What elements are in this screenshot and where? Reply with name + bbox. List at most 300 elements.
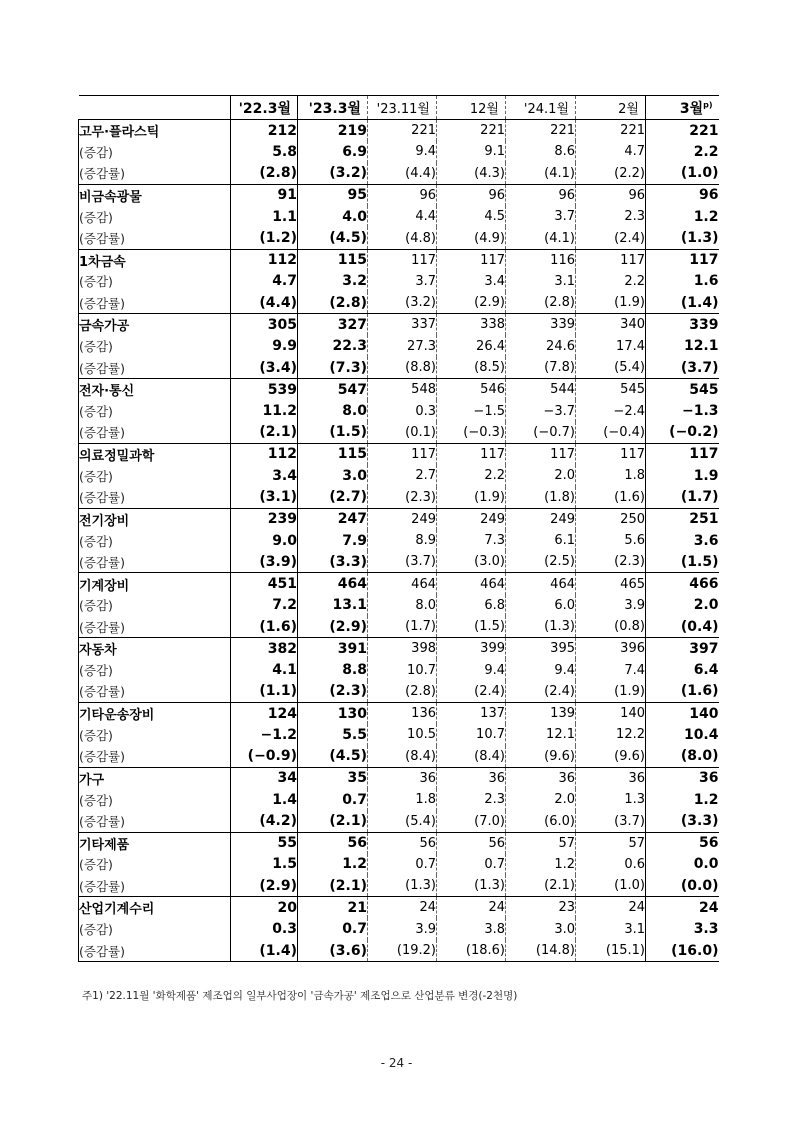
- value-cell: 221: [576, 120, 646, 142]
- value-cell: 2.2: [437, 465, 506, 487]
- value-cell: 11.2: [231, 400, 298, 422]
- value-cell: (−0.3): [437, 422, 506, 444]
- value-cell: (9.6): [576, 746, 646, 768]
- value-cell: 1.6: [646, 271, 719, 293]
- value-cell: 250: [576, 508, 646, 530]
- value-cell: 13.1: [298, 595, 368, 617]
- value-cell: 22.3: [298, 335, 368, 357]
- value-cell: 221: [646, 120, 719, 142]
- row-label: (증감률): [79, 616, 231, 638]
- value-cell: 137: [437, 703, 506, 725]
- value-cell: 6.1: [506, 530, 576, 552]
- value-cell: 0.3: [368, 400, 437, 422]
- value-cell: 4.0: [298, 206, 368, 228]
- value-cell: 3.9: [368, 918, 437, 940]
- value-cell: (8.4): [368, 746, 437, 768]
- industry-name: 기타운송장비: [79, 703, 231, 725]
- value-cell: 2.2: [646, 141, 719, 163]
- value-cell: 2.3: [576, 206, 646, 228]
- value-cell: (3.9): [231, 551, 298, 573]
- value-cell: 249: [437, 508, 506, 530]
- row-label: (증감): [79, 789, 231, 811]
- row-label: (증감률): [79, 681, 231, 703]
- value-cell: (19.2): [368, 940, 437, 962]
- value-cell: 4.4: [368, 206, 437, 228]
- value-cell: 140: [576, 703, 646, 725]
- row-label: (증감): [79, 659, 231, 681]
- value-cell: (1.6): [576, 487, 646, 509]
- value-cell: 117: [368, 249, 437, 271]
- employment-table: [78, 95, 719, 962]
- value-cell: (8.8): [368, 357, 437, 379]
- value-cell: 4.7: [576, 141, 646, 163]
- value-cell: 24.6: [506, 335, 576, 357]
- value-cell: (1.9): [576, 681, 646, 703]
- value-cell: 2.0: [646, 595, 719, 617]
- value-cell: 0.6: [576, 854, 646, 876]
- value-cell: 8.6: [506, 141, 576, 163]
- value-cell: 7.2: [231, 595, 298, 617]
- value-cell: 3.0: [298, 465, 368, 487]
- row-label: (증감): [79, 724, 231, 746]
- value-cell: (3.0): [437, 551, 506, 573]
- value-cell: 17.4: [576, 335, 646, 357]
- row-label: (증감률): [79, 163, 231, 185]
- value-cell: (1.0): [576, 875, 646, 897]
- value-cell: (2.1): [298, 875, 368, 897]
- value-cell: 1.9: [646, 465, 719, 487]
- value-cell: 96: [646, 184, 719, 206]
- value-cell: (1.9): [576, 292, 646, 314]
- value-cell: 7.9: [298, 530, 368, 552]
- value-cell: 249: [506, 508, 576, 530]
- value-cell: 337: [368, 314, 437, 336]
- value-cell: 451: [231, 573, 298, 595]
- value-cell: 3.1: [506, 271, 576, 293]
- table-row: [79, 811, 719, 833]
- header-cell: 2월: [576, 96, 646, 120]
- value-cell: (4.5): [298, 227, 368, 249]
- value-cell: 10.7: [368, 659, 437, 681]
- value-cell: 8.9: [368, 530, 437, 552]
- value-cell: (1.5): [646, 551, 719, 573]
- value-cell: (2.9): [437, 292, 506, 314]
- row-label: (증감률): [79, 811, 231, 833]
- value-cell: (1.3): [646, 227, 719, 249]
- value-cell: 21: [298, 897, 368, 919]
- value-cell: 466: [646, 573, 719, 595]
- value-cell: (1.9): [437, 487, 506, 509]
- value-cell: (6.0): [506, 811, 576, 833]
- value-cell: 464: [298, 573, 368, 595]
- value-cell: 6.9: [298, 141, 368, 163]
- value-cell: (3.7): [576, 811, 646, 833]
- value-cell: 0.7: [298, 789, 368, 811]
- value-cell: 1.8: [368, 789, 437, 811]
- value-cell: (1.5): [298, 422, 368, 444]
- table-row: [79, 638, 719, 660]
- row-label: (증감률): [79, 422, 231, 444]
- row-label: (증감): [79, 465, 231, 487]
- value-cell: (1.3): [368, 875, 437, 897]
- table-row: [79, 832, 719, 854]
- value-cell: 7.4: [576, 659, 646, 681]
- value-cell: 464: [437, 573, 506, 595]
- value-cell: 0.3: [231, 918, 298, 940]
- value-cell: (−0.9): [231, 746, 298, 768]
- value-cell: 117: [576, 443, 646, 465]
- value-cell: (2.1): [506, 875, 576, 897]
- value-cell: (2.4): [506, 681, 576, 703]
- row-label: (증감률): [79, 875, 231, 897]
- value-cell: (9.6): [506, 746, 576, 768]
- value-cell: 3.8: [437, 918, 506, 940]
- value-cell: 117: [646, 249, 719, 271]
- value-cell: (4.9): [437, 227, 506, 249]
- value-cell: (1.7): [368, 616, 437, 638]
- value-cell: (3.2): [298, 163, 368, 185]
- value-cell: 3.6: [646, 530, 719, 552]
- value-cell: 9.4: [506, 659, 576, 681]
- value-cell: 91: [231, 184, 298, 206]
- value-cell: 140: [646, 703, 719, 725]
- industry-name: 기계장비: [79, 573, 231, 595]
- value-cell: (14.8): [506, 940, 576, 962]
- value-cell: 3.1: [576, 918, 646, 940]
- value-cell: 115: [298, 249, 368, 271]
- value-cell: (1.0): [646, 163, 719, 185]
- table-row: [79, 659, 719, 681]
- value-cell: (2.5): [506, 551, 576, 573]
- row-label: (증감률): [79, 487, 231, 509]
- table-row: [79, 616, 719, 638]
- value-cell: −1.3: [646, 400, 719, 422]
- industry-name: 1차금속: [79, 249, 231, 271]
- industry-name: 비금속광물: [79, 184, 231, 206]
- page-number: - 24 -: [380, 1056, 413, 1070]
- header-cell-latest: [646, 96, 719, 120]
- value-cell: (4.5): [298, 746, 368, 768]
- header-cell: '24.1월: [506, 96, 576, 120]
- value-cell: (3.1): [231, 487, 298, 509]
- value-cell: 239: [231, 508, 298, 530]
- value-cell: −2.4: [576, 400, 646, 422]
- header-row: [79, 96, 719, 120]
- value-cell: 221: [368, 120, 437, 142]
- value-cell: 20: [231, 897, 298, 919]
- value-cell: (1.3): [437, 875, 506, 897]
- row-label: (증감률): [79, 940, 231, 962]
- table-row: [79, 508, 719, 530]
- value-cell: 26.4: [437, 335, 506, 357]
- value-cell: 7.3: [437, 530, 506, 552]
- table-row: [79, 767, 719, 789]
- value-cell: 0.0: [646, 854, 719, 876]
- value-cell: 251: [646, 508, 719, 530]
- value-cell: (8.0): [646, 746, 719, 768]
- value-cell: (5.4): [368, 811, 437, 833]
- table-row: [79, 443, 719, 465]
- table-row: [79, 271, 719, 293]
- row-label: (증감): [79, 530, 231, 552]
- value-cell: 56: [298, 832, 368, 854]
- value-cell: 1.2: [298, 854, 368, 876]
- value-cell: 338: [437, 314, 506, 336]
- value-cell: 1.1: [231, 206, 298, 228]
- value-cell: 2.0: [506, 465, 576, 487]
- value-cell: 1.3: [576, 789, 646, 811]
- value-cell: 339: [506, 314, 576, 336]
- value-cell: 382: [231, 638, 298, 660]
- value-cell: (2.8): [506, 292, 576, 314]
- value-cell: 3.7: [368, 271, 437, 293]
- value-cell: (2.7): [298, 487, 368, 509]
- value-cell: (18.6): [437, 940, 506, 962]
- value-cell: 545: [646, 379, 719, 401]
- value-cell: (7.0): [437, 811, 506, 833]
- value-cell: 5.8: [231, 141, 298, 163]
- value-cell: 340: [576, 314, 646, 336]
- value-cell: (4.2): [231, 811, 298, 833]
- value-cell: 546: [437, 379, 506, 401]
- value-cell: (2.4): [437, 681, 506, 703]
- row-label: (증감): [79, 595, 231, 617]
- value-cell: (0.8): [576, 616, 646, 638]
- value-cell: 2.3: [437, 789, 506, 811]
- value-cell: 465: [576, 573, 646, 595]
- value-cell: 24: [576, 897, 646, 919]
- table-row: [79, 854, 719, 876]
- value-cell: 1.2: [506, 854, 576, 876]
- value-cell: (3.7): [368, 551, 437, 573]
- value-cell: 3.4: [231, 465, 298, 487]
- value-cell: (1.2): [231, 227, 298, 249]
- value-cell: 221: [506, 120, 576, 142]
- value-cell: 396: [576, 638, 646, 660]
- header-label-cell: [79, 96, 231, 120]
- value-cell: (3.7): [646, 357, 719, 379]
- value-cell: 1.5: [231, 854, 298, 876]
- value-cell: (1.1): [231, 681, 298, 703]
- value-cell: 1.2: [646, 206, 719, 228]
- value-cell: 464: [506, 573, 576, 595]
- table-row: [79, 875, 719, 897]
- value-cell: 6.0: [506, 595, 576, 617]
- value-cell: (4.3): [437, 163, 506, 185]
- table-row: [79, 120, 719, 142]
- value-cell: 395: [506, 638, 576, 660]
- table-row: [79, 163, 719, 185]
- value-cell: (15.1): [576, 940, 646, 962]
- value-cell: 249: [368, 508, 437, 530]
- industry-name: 가구: [79, 767, 231, 789]
- value-cell: 212: [231, 120, 298, 142]
- industry-name: 산업기계수리: [79, 897, 231, 919]
- value-cell: 339: [646, 314, 719, 336]
- table-row: [79, 292, 719, 314]
- value-cell: (2.2): [576, 163, 646, 185]
- value-cell: 6.8: [437, 595, 506, 617]
- industry-name: 고무·플라스틱: [79, 120, 231, 142]
- table-row: [79, 789, 719, 811]
- row-label: (증감): [79, 141, 231, 163]
- value-cell: 36: [646, 767, 719, 789]
- value-cell: 219: [298, 120, 368, 142]
- value-cell: (7.8): [506, 357, 576, 379]
- value-cell: 1.4: [231, 789, 298, 811]
- table-row: [79, 314, 719, 336]
- table-row: [79, 465, 719, 487]
- value-cell: 96: [368, 184, 437, 206]
- value-cell: (8.5): [437, 357, 506, 379]
- value-cell: (4.4): [231, 292, 298, 314]
- value-cell: 35: [298, 767, 368, 789]
- value-cell: 12.2: [576, 724, 646, 746]
- value-cell: −1.2: [231, 724, 298, 746]
- value-cell: 547: [298, 379, 368, 401]
- value-cell: 9.4: [437, 659, 506, 681]
- value-cell: 0.7: [298, 918, 368, 940]
- value-cell: (1.7): [646, 487, 719, 509]
- value-cell: 4.1: [231, 659, 298, 681]
- value-cell: 10.4: [646, 724, 719, 746]
- table-row: [79, 141, 719, 163]
- value-cell: 0.7: [368, 854, 437, 876]
- industry-name: 기타제품: [79, 832, 231, 854]
- value-cell: 4.5: [437, 206, 506, 228]
- value-cell: 1.2: [646, 789, 719, 811]
- header-latest-mark: p): [703, 99, 713, 109]
- row-label: (증감률): [79, 746, 231, 768]
- table-row: [79, 227, 719, 249]
- row-label: (증감): [79, 918, 231, 940]
- value-cell: 545: [576, 379, 646, 401]
- value-cell: 8.0: [298, 400, 368, 422]
- value-cell: 36: [506, 767, 576, 789]
- value-cell: 4.7: [231, 271, 298, 293]
- value-cell: (2.9): [298, 616, 368, 638]
- value-cell: (2.9): [231, 875, 298, 897]
- value-cell: (16.0): [646, 940, 719, 962]
- table-row: [79, 249, 719, 271]
- value-cell: 3.9: [576, 595, 646, 617]
- value-cell: 10.5: [368, 724, 437, 746]
- value-cell: (1.6): [646, 681, 719, 703]
- value-cell: (3.2): [368, 292, 437, 314]
- value-cell: 391: [298, 638, 368, 660]
- value-cell: (1.4): [231, 940, 298, 962]
- value-cell: 548: [368, 379, 437, 401]
- value-cell: 327: [298, 314, 368, 336]
- table-row: [79, 422, 719, 444]
- value-cell: 136: [368, 703, 437, 725]
- value-cell: 2.0: [506, 789, 576, 811]
- value-cell: 36: [576, 767, 646, 789]
- value-cell: 8.8: [298, 659, 368, 681]
- value-cell: 116: [506, 249, 576, 271]
- value-cell: (−0.7): [506, 422, 576, 444]
- value-cell: 96: [576, 184, 646, 206]
- row-label: (증감률): [79, 551, 231, 573]
- value-cell: (2.8): [298, 292, 368, 314]
- row-label: (증감): [79, 206, 231, 228]
- value-cell: 305: [231, 314, 298, 336]
- value-cell: 27.3: [368, 335, 437, 357]
- row-label: (증감): [79, 335, 231, 357]
- table-row: [79, 551, 719, 573]
- table-row: [79, 379, 719, 401]
- row-label: (증감률): [79, 227, 231, 249]
- value-cell: 57: [506, 832, 576, 854]
- value-cell: 12.1: [506, 724, 576, 746]
- value-cell: (2.1): [298, 811, 368, 833]
- value-cell: 9.4: [368, 141, 437, 163]
- value-cell: 24: [437, 897, 506, 919]
- table-body: [79, 120, 719, 962]
- value-cell: 36: [437, 767, 506, 789]
- value-cell: 57: [576, 832, 646, 854]
- table-row: [79, 487, 719, 509]
- value-cell: 115: [298, 443, 368, 465]
- value-cell: −3.7: [506, 400, 576, 422]
- value-cell: 56: [646, 832, 719, 854]
- industry-name: 자동차: [79, 638, 231, 660]
- value-cell: 24: [646, 897, 719, 919]
- footnote: 주1) '22.11월 '화학제품' 제조업의 일부사업장이 '금속가공' 제조업으로 산업분류 변경(-2천명): [82, 990, 518, 1002]
- table-row: [79, 703, 719, 725]
- value-cell: 3.0: [506, 918, 576, 940]
- value-cell: (1.3): [506, 616, 576, 638]
- row-label: (증감): [79, 854, 231, 876]
- value-cell: (3.3): [646, 811, 719, 833]
- value-cell: 12.1: [646, 335, 719, 357]
- value-cell: (3.4): [231, 357, 298, 379]
- value-cell: (2.1): [231, 422, 298, 444]
- value-cell: 8.0: [368, 595, 437, 617]
- industry-name: 전자·통신: [79, 379, 231, 401]
- value-cell: 247: [298, 508, 368, 530]
- value-cell: (2.3): [368, 487, 437, 509]
- value-cell: 23: [506, 897, 576, 919]
- row-label: (증감): [79, 271, 231, 293]
- value-cell: (4.4): [368, 163, 437, 185]
- value-cell: 2.7: [368, 465, 437, 487]
- value-cell: (4.8): [368, 227, 437, 249]
- value-cell: 124: [231, 703, 298, 725]
- value-cell: (−0.4): [576, 422, 646, 444]
- value-cell: (0.0): [646, 875, 719, 897]
- table-row: [79, 940, 719, 962]
- value-cell: 112: [231, 249, 298, 271]
- value-cell: (0.4): [646, 616, 719, 638]
- value-cell: 3.4: [437, 271, 506, 293]
- value-cell: (1.5): [437, 616, 506, 638]
- value-cell: 0.7: [437, 854, 506, 876]
- value-cell: 6.4: [646, 659, 719, 681]
- header-cell: '23.3월: [298, 96, 368, 120]
- value-cell: 117: [437, 443, 506, 465]
- value-cell: 398: [368, 638, 437, 660]
- value-cell: 96: [437, 184, 506, 206]
- value-cell: 34: [231, 767, 298, 789]
- header-cell: '23.11월: [368, 96, 437, 120]
- table-row: [79, 184, 719, 206]
- table-row: [79, 746, 719, 768]
- value-cell: 9.9: [231, 335, 298, 357]
- row-label: (증감): [79, 400, 231, 422]
- value-cell: (0.1): [368, 422, 437, 444]
- value-cell: 130: [298, 703, 368, 725]
